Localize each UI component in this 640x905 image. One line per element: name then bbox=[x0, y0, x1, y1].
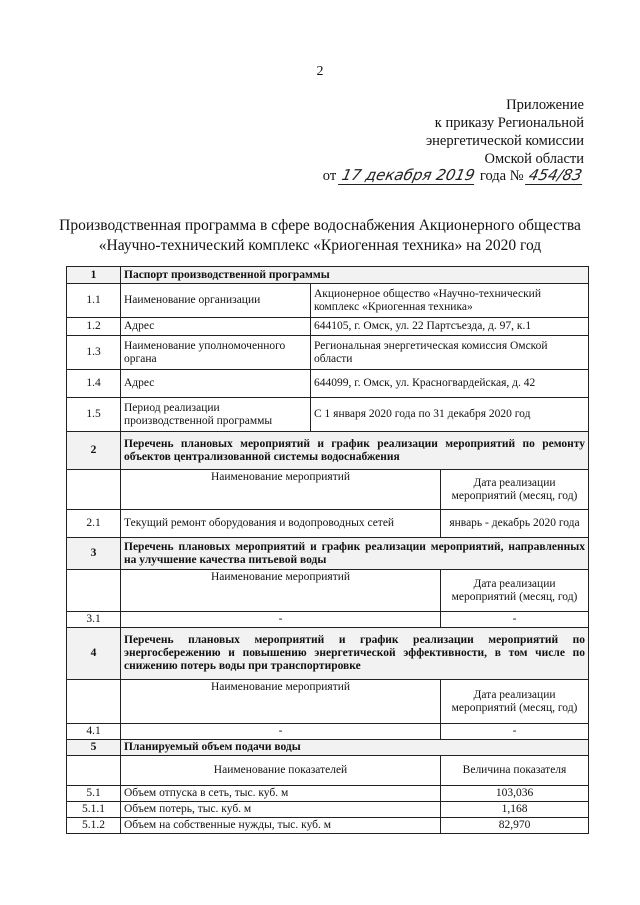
section5-header bbox=[67, 740, 589, 756]
row-number: 5.1.1 bbox=[67, 802, 121, 818]
column-header-date: Дата реализации мероприятий (месяц, год) bbox=[441, 680, 589, 724]
table-row bbox=[67, 370, 589, 398]
row-value: 1,168 bbox=[441, 802, 589, 818]
row-label: Наименование уполномоченного органа bbox=[121, 336, 311, 370]
row-value: Акционерное общество «Научно-технический комплекс «Криогенная техника» bbox=[311, 284, 589, 318]
section4-header bbox=[67, 628, 589, 680]
row-number: 4.1 bbox=[67, 724, 121, 740]
handwritten-date: 17 декабря 2019 bbox=[338, 166, 478, 185]
empty-cell bbox=[67, 570, 121, 612]
table-row bbox=[67, 786, 589, 802]
column-header-name: Наименование мероприятий bbox=[121, 470, 441, 510]
section2-header bbox=[67, 432, 589, 470]
row-name: Объем отпуска в сеть, тыс. куб. м bbox=[121, 786, 441, 802]
row-value: С 1 января 2020 года по 31 декабря 2020 год bbox=[311, 398, 589, 432]
row-number: 1.4 bbox=[67, 370, 121, 398]
row-label: Адрес bbox=[121, 370, 311, 398]
row-number: 1.2 bbox=[67, 318, 121, 336]
table-row bbox=[67, 802, 589, 818]
appendix-line: Приложение bbox=[506, 97, 584, 113]
row-value: 644099, г. Омск, ул. Красногвардейская, д. 42 bbox=[311, 370, 589, 398]
column-header-name: Наименование мероприятий bbox=[121, 570, 441, 612]
row-value: 82,970 bbox=[441, 818, 589, 834]
title-line: Производственная программа в сфере водоснабжения Акционерного общества bbox=[59, 217, 581, 234]
table-row bbox=[67, 336, 589, 370]
row-value: 644105, г. Омск, ул. 22 Партсъезда, д. 97, к.1 bbox=[311, 318, 589, 336]
row-label: Адрес bbox=[121, 318, 311, 336]
column-header-date: Дата реализации мероприятий (месяц, год) bbox=[441, 570, 589, 612]
document-title bbox=[40, 216, 600, 256]
appendix-line: энергетической комиссии bbox=[425, 133, 584, 149]
section-number: 4 bbox=[67, 628, 121, 680]
row-name: Объем на собственные нужды, тыс. куб. м bbox=[121, 818, 441, 834]
row-number: 2.1 bbox=[67, 510, 121, 538]
row-date: - bbox=[441, 612, 589, 628]
section-number: 1 bbox=[67, 267, 121, 284]
column-header-name: Наименование мероприятий bbox=[121, 680, 441, 724]
empty-cell bbox=[67, 756, 121, 786]
column-header-row bbox=[67, 756, 589, 786]
column-header-name: Наименование показателей bbox=[121, 756, 441, 786]
section-title: Перечень плановых мероприятий и график реализации мероприятий по энергосбережению и повышению энергетической эффективности, в том числе по снижению потерь воды при транспортировке bbox=[121, 628, 589, 680]
column-header-date: Дата реализации мероприятий (месяц, год) bbox=[441, 470, 589, 510]
table-row bbox=[67, 724, 589, 740]
row-name: Объем потерь, тыс. куб. м bbox=[121, 802, 441, 818]
row-name: - bbox=[121, 724, 441, 740]
row-number: 1.1 bbox=[67, 284, 121, 318]
column-header-value: Величина показателя bbox=[441, 756, 589, 786]
appendix-line: к приказу Региональной bbox=[434, 115, 584, 131]
row-number: 5.1 bbox=[67, 786, 121, 802]
table-row bbox=[67, 318, 589, 336]
section-number: 5 bbox=[67, 740, 121, 756]
appendix-block bbox=[324, 96, 584, 168]
page-number: 2 bbox=[316, 64, 324, 79]
date-prefix: от bbox=[322, 168, 337, 184]
section-title: Перечень плановых мероприятий и график реализации мероприятий, направленных на улучшение качества питьевой воды bbox=[121, 538, 589, 570]
program-table bbox=[66, 266, 589, 834]
section-title: Паспорт производственной программы bbox=[121, 267, 589, 284]
row-label: Наименование организации bbox=[121, 284, 311, 318]
section-number: 2 bbox=[67, 432, 121, 470]
handwritten-number: 454/83 bbox=[525, 166, 586, 185]
section-number: 3 bbox=[67, 538, 121, 570]
row-value: Региональная энергетическая комиссия Омской области bbox=[311, 336, 589, 370]
row-number: 1.3 bbox=[67, 336, 121, 370]
section1-header bbox=[67, 267, 589, 284]
column-header-row bbox=[67, 680, 589, 724]
section-title: Планируемый объем подачи воды bbox=[121, 740, 589, 756]
appendix-line: Омской области bbox=[484, 151, 584, 167]
order-date-line bbox=[323, 166, 584, 185]
row-number: 5.1.2 bbox=[67, 818, 121, 834]
table-row bbox=[67, 398, 589, 432]
row-value: 103,036 bbox=[441, 786, 589, 802]
row-date: - bbox=[441, 724, 589, 740]
column-header-row bbox=[67, 470, 589, 510]
section3-header bbox=[67, 538, 589, 570]
row-number: 3.1 bbox=[67, 612, 121, 628]
table-row bbox=[67, 284, 589, 318]
empty-cell bbox=[67, 680, 121, 724]
row-name: - bbox=[121, 612, 441, 628]
column-header-row bbox=[67, 570, 589, 612]
row-name: Текущий ремонт оборудования и водопроводных сетей bbox=[121, 510, 441, 538]
table-row bbox=[67, 818, 589, 834]
empty-cell bbox=[67, 470, 121, 510]
row-number: 1.5 bbox=[67, 398, 121, 432]
section-title: Перечень плановых мероприятий и график реализации мероприятий по ремонту объектов централизованной системы водоснабжения bbox=[121, 432, 589, 470]
date-suffix: года № bbox=[479, 168, 524, 184]
table-row bbox=[67, 510, 589, 538]
table-row bbox=[67, 612, 589, 628]
row-label: Период реализации производственной программы bbox=[121, 398, 311, 432]
row-date: январь - декабрь 2020 года bbox=[441, 510, 589, 538]
title-line: «Научно-технический комплекс «Криогенная техника» на 2020 год bbox=[98, 237, 542, 254]
